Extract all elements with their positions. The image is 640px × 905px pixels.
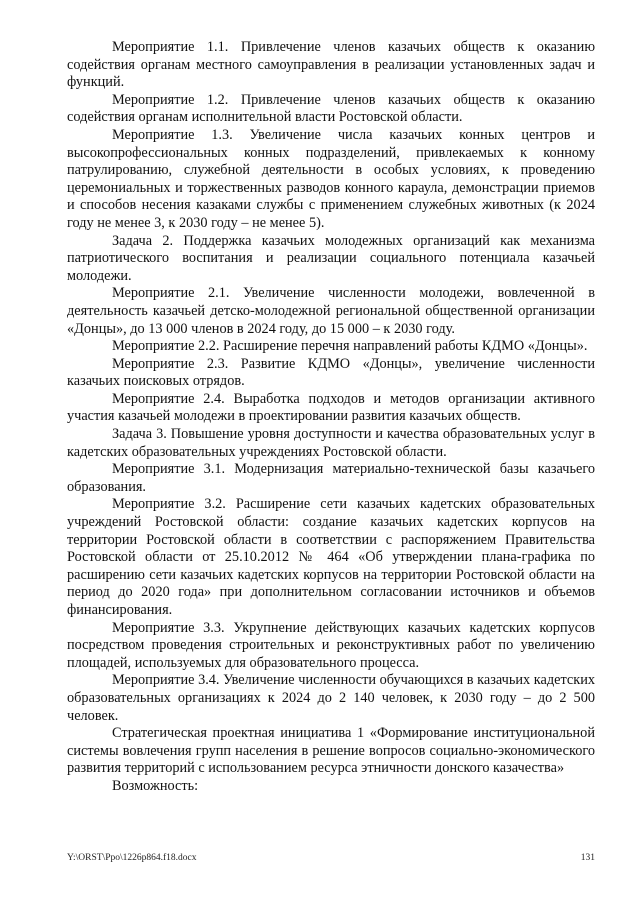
paragraph-measure-3-2: Мероприятие 3.2. Расширение сети казачьих кадетских образовательных учреждений Ростовской области: создание казачьих кадетских корпусов на территории Ростовской области в соответствии с распоряжением Правительства Ростовской области от 25.10.2012 № 464 «Об утверждении плана-графика по расширению сети казачьих кадетских корпусов на территории Ростовской области на период до 2020 года» при дополнительном согласовании источников и объемов финансирования.	[67, 496, 595, 618]
paragraph-measure-1-3: Мероприятие 1.3. Увеличение числа казачьих конных центров и высокопрофессиональных конных подразделений, привлекаемых к конному патрулированию, служебной деятельности в особых условиях, к проведению церемониальных и торжественных разводов конного караула, демонстрации приемов и способов несения казаками службы с применением служебных животных (к 2024 году не менее 3, к 2030 году – не менее 5).	[67, 126, 595, 231]
paragraph-measure-2-2: Мероприятие 2.2. Расширение перечня направлений работы КДМО «Донцы».	[112, 338, 588, 355]
paragraph-measure-2-4: Мероприятие 2.4. Выработка подходов и методов организации активного участия казачьей молодежи в проектировании развития казачьих обществ.	[67, 390, 595, 425]
paragraph-measure-3-3: Мероприятие 3.3. Укрупнение действующих казачьих кадетских корпусов посредством проведения строительных и реконструктивных работ по увеличению площадей, используемых для образовательного процесса.	[67, 619, 595, 671]
paragraph-measure-3-4: Мероприятие 3.4. Увеличение численности обучающихся в казачьих кадетских образовательных организациях к 2024 до 2 140 человек, к 2030 году – до 2 500 человек.	[67, 672, 595, 724]
paragraph-measure-2-1: Мероприятие 2.1. Увеличение численности молодежи, вовлеченной в деятельность казачьей детско-молодежной региональной общественной организации «Донцы», до 13 000 членов в 2024 году, до 15 000 – к 2030 году.	[67, 285, 595, 337]
paragraph-measure-1-1: Мероприятие 1.1. Привлечение членов казачьих обществ к оказанию содействия органам местного самоуправления в реализации установленных задач и функций.	[67, 39, 595, 91]
document-body	[67, 39, 595, 796]
footer-page-number: 131	[580, 853, 595, 863]
paragraph-task-3: Задача 3. Повышение уровня доступности и качества образовательных услуг в кадетских образовательных учреждениях Ростовской области.	[67, 426, 595, 460]
paragraph-opportunity: Возможность:	[112, 777, 199, 794]
paragraph-measure-1-2: Мероприятие 1.2. Привлечение членов казачьих обществ к оказанию содействия органам исполнительной власти Ростовской области.	[67, 91, 595, 126]
paragraph-task-2: Задача 2. Поддержка казачьих молодежных организаций как механизма патриотического воспитания и реализации социального потенциала казачьей молодежи.	[67, 232, 595, 284]
paragraph-strategic-initiative-1: Стратегическая проектная инициатива 1 «Формирование институциональной системы вовлечения групп населения в решение вопросов социально-экономического развития территорий с использованием ресурса этничности донского казачества»	[67, 725, 595, 777]
paragraph-measure-2-3: Мероприятие 2.3. Развитие КДМО «Донцы», увеличение численности казачьих поисковых отрядов.	[67, 355, 595, 390]
footer-file-path: Y:\ORST\Ppo\1226p864.f18.docx	[67, 853, 197, 863]
paragraph-measure-3-1: Мероприятие 3.1. Модернизация материально-технической базы казачьего образования.	[67, 461, 595, 495]
